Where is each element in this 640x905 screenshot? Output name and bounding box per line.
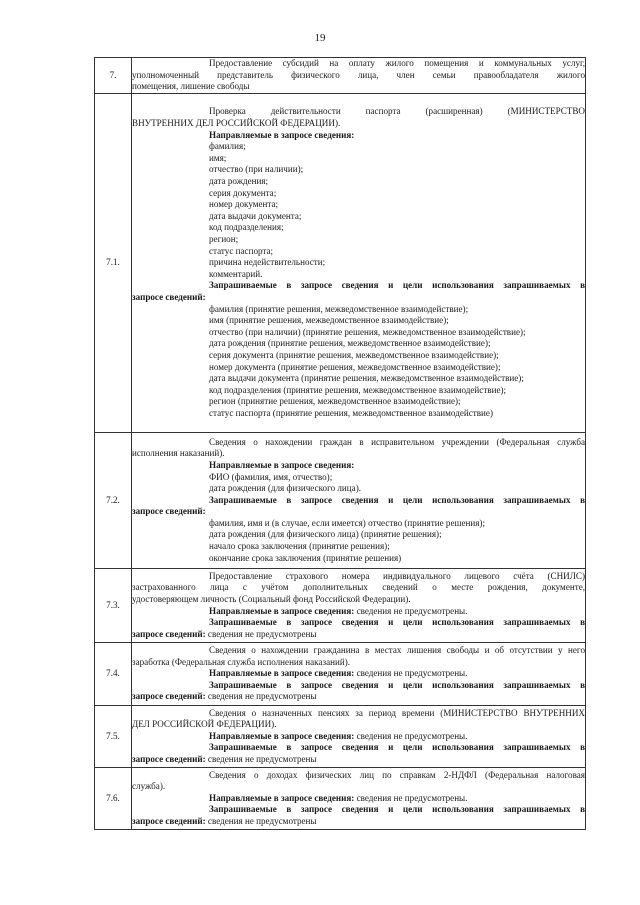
row-content — [132, 706, 586, 768]
row-number: 7.4. — [95, 643, 132, 706]
sent-value: сведения не предусмотрены. — [356, 730, 468, 741]
row-title-line: Сведения о нахождении гражданина в местах лишения свободы и об отсутствии у него — [209, 645, 585, 656]
row-number: 7. — [95, 58, 132, 94]
requested-heading: запросе сведений: — [132, 691, 206, 702]
row-title-line: Сведения о доходах физических лиц по справкам 2-НДФЛ (Федеральная налоговая — [209, 769, 585, 780]
table-row — [95, 58, 586, 94]
requested-item: регион (принятие решения, межведомственное взаимодействие); — [209, 396, 461, 407]
requested-heading: запросе сведений: — [132, 628, 206, 639]
sent-item: код подразделения; — [209, 222, 284, 233]
requested-item: статус паспорта (принятие решения, межведомственное взаимодействие) — [209, 407, 493, 418]
sent-heading: Направляемые в запросе сведения: — [209, 668, 355, 679]
table-row — [95, 643, 586, 706]
requested-item: код подразделения (принятие решения, межведомственное взаимодействие); — [209, 384, 507, 395]
row-content — [132, 433, 586, 569]
sent-value: сведения не предусмотрены. — [356, 792, 468, 803]
requested-heading: Запрашиваемые в запросе сведения и цели использования запрашиваемых в — [209, 679, 585, 690]
sent-heading: Направляемые в запросе сведения: — [209, 129, 355, 140]
row-number: 7.5. — [95, 706, 132, 768]
requested-item: отчество (при наличии) (принятие решения, межведомственное взаимодействие); — [209, 326, 526, 337]
row-title-line: исполнения наказаний). — [132, 448, 225, 459]
requested-item: окончание срока заключения (принятие решения) — [209, 552, 402, 563]
table-row — [95, 94, 586, 433]
row-number: 7.1. — [95, 94, 132, 433]
row-content — [132, 643, 586, 706]
requested-item: дата выдачи документа (принятие решения, межведомственное взаимодействие); — [209, 373, 524, 384]
sent-item: комментарий. — [209, 268, 263, 279]
row-title-line: Сведения о нахождении граждан в исправительном учреждении (Федеральная служба — [209, 436, 585, 447]
row-title-line: Предоставление страхового номера индивидуального лицевого счёта (СНИЛС) — [209, 570, 585, 581]
row-content — [132, 569, 586, 643]
sent-item: имя; — [209, 152, 227, 163]
requested-value: сведения не предусмотрены — [207, 628, 317, 639]
row-title-line: ДЕЛ РОССИЙСКОЙ ФЕДЕРАЦИИ). — [132, 719, 277, 730]
requests-table — [94, 57, 586, 830]
requested-heading: запросе сведений: — [132, 506, 206, 517]
requested-item: серия документа (принятие решения, межведомственное взаимодействие); — [209, 349, 499, 360]
sent-heading: Направляемые в запросе сведения: — [209, 792, 355, 803]
row-title-line: Проверка действительности паспорта (расширенная) (МИНИСТЕРСТВО — [209, 106, 585, 117]
sent-item: дата рождения (для физического лица). — [209, 483, 362, 494]
sent-item: дата выдачи документа; — [209, 210, 302, 221]
row-content — [132, 768, 586, 830]
requested-item: номер документа (принятие решения, межведомственное взаимодействие); — [209, 361, 501, 372]
row-title-line: помещения, лишение свободы — [132, 81, 250, 92]
requested-item: дата рождения (принятие решения, межведомственное взаимодействие); — [209, 338, 491, 349]
requested-item: начало срока заключения (принятие решения); — [209, 541, 390, 552]
sent-value: сведения не предусмотрены. — [356, 605, 468, 616]
row-title-line: служба). — [132, 781, 166, 792]
requested-item: фамилия (принятие решения, межведомственное взаимодействие); — [209, 303, 469, 314]
row-title-line: Предоставление субсидий на оплату жилого помещения и коммунальных услуг, — [209, 58, 585, 69]
row-number: 7.2. — [95, 433, 132, 569]
requested-heading: запросе сведений: — [132, 291, 206, 302]
row-number: 7.3. — [95, 569, 132, 643]
requested-heading: Запрашиваемые в запросе сведения и цели использования запрашиваемых в — [209, 742, 585, 753]
requested-value: сведения не предусмотрены — [207, 691, 317, 702]
requested-value: сведения не предусмотрены — [207, 815, 317, 826]
table-row — [95, 433, 586, 569]
row-content — [132, 58, 586, 94]
table-row — [95, 706, 586, 768]
requested-heading: Запрашиваемые в запросе сведения и цели использования запрашиваемых в — [209, 494, 585, 505]
table-row — [95, 569, 586, 643]
sent-value: сведения не предусмотрены. — [356, 668, 468, 679]
sent-heading: Направляемые в запросе сведения: — [209, 730, 355, 741]
sent-heading: Направляемые в запросе сведения: — [209, 459, 355, 470]
sent-item: дата рождения; — [209, 176, 269, 187]
requested-heading: запросе сведений: — [132, 753, 206, 764]
sent-item: номер документа; — [209, 199, 279, 210]
requested-value: сведения не предусмотрены — [207, 753, 317, 764]
sent-item: регион; — [209, 234, 239, 245]
sent-item: отчество (при наличии); — [209, 164, 304, 175]
row-title-line: уполномоченный представитель физического лица, член семьи правообладателя жилого — [132, 69, 585, 80]
requested-item: дата рождения (для физического лица) (принятие решения); — [209, 529, 442, 540]
requested-heading: Запрашиваемые в запросе сведения и цели использования запрашиваемых в — [209, 280, 585, 291]
row-number: 7.6. — [95, 768, 132, 830]
sent-item: причина недействительности; — [209, 257, 326, 268]
sent-heading: Направляемые в запросе сведения: — [209, 605, 355, 616]
requested-item: фамилия, имя и (в случае, если имеется) отчество (принятие решения); — [209, 517, 485, 528]
sent-item: серия документа; — [209, 187, 277, 198]
sent-item: фамилия; — [209, 141, 246, 152]
table-row — [95, 768, 586, 830]
requested-item: имя (принятие решения, межведомственное взаимодействие); — [209, 315, 449, 326]
row-title-line: удостоверяющем личность (Социальный фонд Российской Федерации). — [132, 593, 411, 604]
sent-item: статус паспорта; — [209, 245, 274, 256]
requested-heading: Запрашиваемые в запросе сведения и цели использования запрашиваемых в — [209, 617, 585, 628]
row-title-line: Сведения о назначенных пенсиях за период времени (МИНИСТЕРСТВО ВНУТРЕННИХ — [209, 707, 585, 718]
row-content — [132, 94, 586, 433]
row-title-line: застрахованного лица с учётом дополнительных сведений о месте рождения, документе, — [132, 582, 585, 593]
page-number: 19 — [314, 32, 326, 44]
row-title-line: ВНУТРЕННИХ ДЕЛ РОССИЙСКОЙ ФЕДЕРАЦИИ). — [132, 118, 341, 129]
requested-heading: запросе сведений: — [132, 815, 206, 826]
requested-heading: Запрашиваемые в запросе сведения и цели использования запрашиваемых в — [209, 804, 585, 815]
row-title-line: заработка (Федеральная служба исполнения наказаний). — [132, 656, 351, 667]
sent-item: ФИО (фамилия, имя, отчество); — [209, 471, 333, 482]
